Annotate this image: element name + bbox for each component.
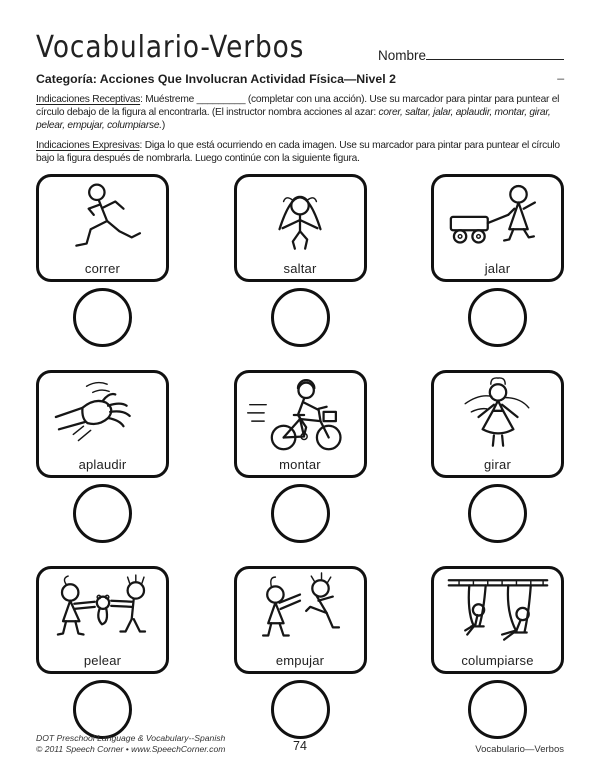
receptive-verb-list: corer, saltar, jalar, aplaudir, montar, girar, pelear, empujar, columpiarse. xyxy=(36,107,551,131)
response-circle-montar[interactable] xyxy=(271,484,330,543)
footer-credits xyxy=(36,733,225,755)
expressive-label: Indicaciones Expresivas xyxy=(36,140,140,151)
picture-card-correr[interactable] xyxy=(36,174,169,282)
running-man-icon xyxy=(44,180,162,262)
receptive-label: Indicaciones Receptivas xyxy=(36,94,141,105)
grid-unit-saltar xyxy=(234,174,367,347)
name-label: Nombre xyxy=(377,48,426,63)
grid-unit-correr xyxy=(36,174,169,347)
footer-copyright: © 2011 Speech Corner • www.SpeechCorner.com xyxy=(36,744,226,754)
card-label: empujar xyxy=(275,653,325,668)
expressive-instructions: Indicaciones Expresivas: Diga lo que está ocurriendo en cada imagen. Use su marcador para pintar para puntear el círculo bajo la figura después de nombrarla. Luego continúe con la siguiente figura. xyxy=(36,140,560,164)
receptive-text: Muéstreme _________ (completar con una acción). Use su marcador para pintar para puntear el círculo debajo de la figura al encontrarla. (El instructor nombra acciones al azar: xyxy=(36,94,560,118)
swinging-kids-icon xyxy=(439,572,557,654)
wagon-pull-icon xyxy=(439,180,557,262)
footer xyxy=(36,729,564,755)
picture-card-pelear[interactable] xyxy=(36,566,169,674)
picture-card-jalar[interactable] xyxy=(431,174,564,282)
grid-unit-aplaudir xyxy=(36,370,169,543)
picture-card-empujar[interactable] xyxy=(234,566,367,674)
response-circle-girar[interactable] xyxy=(468,484,527,543)
grid-unit-pelear xyxy=(36,566,169,739)
picture-card-girar[interactable] xyxy=(431,370,564,478)
response-circle-jalar[interactable] xyxy=(468,288,527,347)
picture-grid xyxy=(36,174,564,739)
receptive-instructions: Indicaciones Receptivas: Muéstreme _________ (completar con una acción). Use su marcador para pintar para puntear el círculo debajo de la figura al encontrarla. (El instructor nombra acciones al azar: corer, saltar, jalar, aplaudir, montar, girar, pelear, empujar, columpiarse.) xyxy=(36,94,560,131)
card-label: columpiarse xyxy=(461,653,534,668)
picture-card-saltar[interactable] xyxy=(234,174,367,282)
card-label: aplaudir xyxy=(78,457,127,472)
card-label: correr xyxy=(84,261,121,276)
footer-series: DOT Preschool Language & Vocabulary--Spanish xyxy=(36,733,226,743)
grid-unit-jalar xyxy=(431,174,564,347)
grid-row-2 xyxy=(36,370,564,543)
grid-row-3 xyxy=(36,566,564,739)
name-field xyxy=(378,47,564,65)
spinning-girl-icon xyxy=(439,376,557,458)
page-number: 74 xyxy=(293,739,307,753)
picture-card-montar[interactable] xyxy=(234,370,367,478)
pushing-kid-icon xyxy=(241,572,359,654)
grid-unit-columpiarse xyxy=(431,566,564,739)
name-blank-line[interactable] xyxy=(426,47,564,60)
stray-underscore-mark: _ xyxy=(557,66,564,80)
footer-section-title: Vocabulario—Verbos xyxy=(475,744,564,755)
header xyxy=(36,30,564,65)
grid-row-1 xyxy=(36,174,564,347)
picture-card-aplaudir[interactable] xyxy=(36,370,169,478)
category-heading: Categoría: Acciones Que Involucran Actividad Física—Nivel 2 xyxy=(36,72,396,86)
picture-card-columpiarse[interactable] xyxy=(431,566,564,674)
jump-rope-icon xyxy=(241,180,359,262)
grid-unit-girar xyxy=(431,370,564,543)
grid-unit-montar xyxy=(234,370,367,543)
expressive-text: Diga lo que está ocurriendo en cada imagen. Use su marcador para pintar para puntear el círculo bajo la figura después de nombrarla. Luego continúe con la siguiente figura. xyxy=(36,140,560,164)
bicycle-rider-icon xyxy=(241,376,359,458)
grid-unit-empujar xyxy=(234,566,367,739)
card-label: montar xyxy=(279,457,321,472)
fighting-kids-icon xyxy=(44,572,162,654)
response-circle-correr[interactable] xyxy=(73,288,132,347)
card-label: jalar xyxy=(484,261,511,276)
card-label: girar xyxy=(483,457,511,472)
page-title: Vocabulario-Verbos xyxy=(36,30,305,65)
card-label: saltar xyxy=(283,261,317,276)
response-circle-saltar[interactable] xyxy=(271,288,330,347)
card-label: pelear xyxy=(83,653,122,668)
response-circle-aplaudir[interactable] xyxy=(73,484,132,543)
clapping-hands-icon xyxy=(44,376,162,458)
